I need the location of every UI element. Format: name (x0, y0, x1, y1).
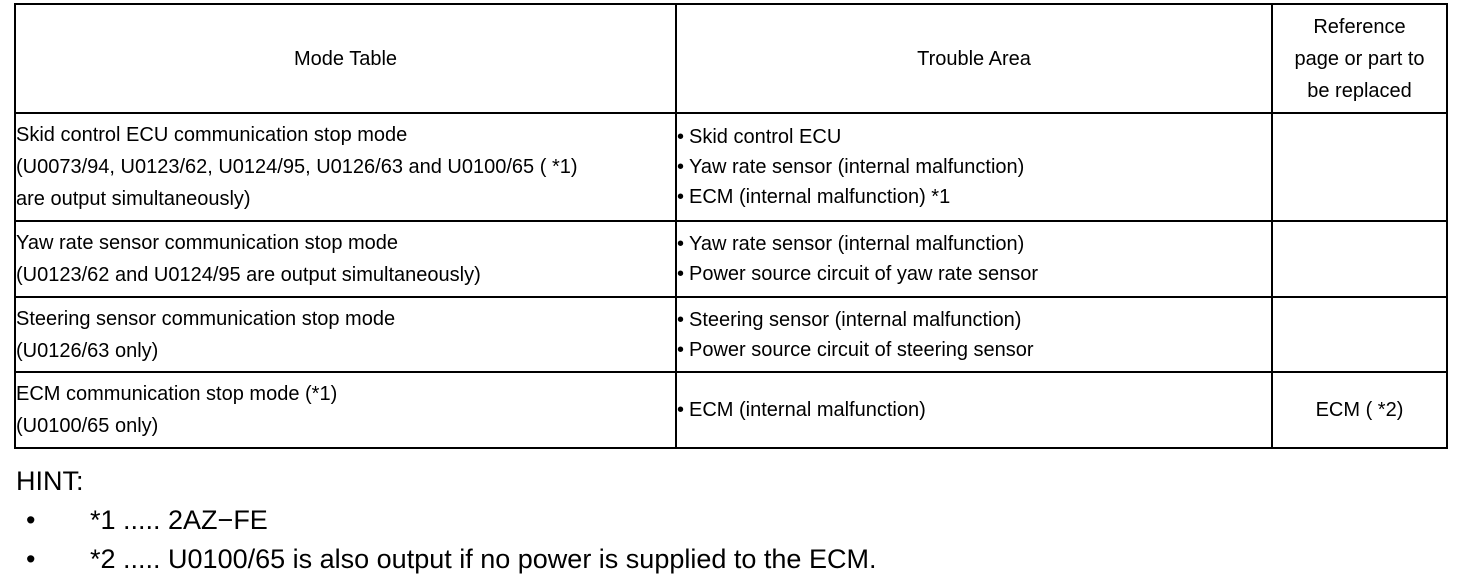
table-row (15, 297, 1447, 372)
trouble-area-text: Yaw rate sensor (internal malfunction) (689, 156, 1025, 178)
mode-line: ECM communication stop mode (*1) (16, 383, 338, 405)
mode-line: (U0126/63 only) (16, 339, 159, 362)
table-header-row (15, 4, 1447, 113)
reference-cell (1272, 113, 1447, 221)
reference-cell: ECM ( *2) (1272, 372, 1447, 448)
trouble-area-text: ECM (internal malfunction) (689, 399, 926, 421)
trouble-area-item (677, 259, 1271, 289)
trouble-area-text: Power source circuit of yaw rate sensor (689, 263, 1039, 285)
trouble-area-cell (676, 372, 1272, 448)
trouble-area-item (677, 122, 1271, 152)
trouble-area-item (677, 182, 1271, 212)
bullet-icon: • (677, 233, 685, 255)
trouble-area-item (677, 229, 1271, 259)
bullet-icon: • (26, 544, 36, 574)
mode-cell (15, 372, 676, 448)
mode-line: (U0123/62 and U0124/95 are output simultaneously) (16, 264, 481, 286)
trouble-area-text: ECM (internal malfunction) *1 (689, 186, 951, 208)
bullet-icon: • (677, 156, 685, 178)
header-reference-line: page or part to (1294, 47, 1425, 70)
mode-line: Skid control ECU communication stop mode (16, 124, 408, 146)
header-mode-table: Mode Table (15, 4, 676, 113)
header-reference-line: Reference (1313, 15, 1406, 38)
table-row (15, 372, 1447, 448)
trouble-area-text: Power source circuit of steering sensor (689, 338, 1034, 361)
mode-line: are output simultaneously) (16, 188, 251, 210)
bullet-icon: • (677, 338, 685, 361)
header-trouble-area: Trouble Area (676, 4, 1272, 113)
mode-line: (U0073/94, U0123/62, U0124/95, U0126/63 and U0100/65 ( *1) (16, 156, 578, 178)
bullet-icon: • (26, 505, 36, 535)
table-row (15, 113, 1447, 221)
trouble-area-item (677, 395, 1271, 425)
bullet-icon: • (677, 308, 685, 331)
bullet-icon: • (677, 186, 685, 208)
mode-cell (15, 221, 676, 297)
trouble-area-text: Yaw rate sensor (internal malfunction) (689, 233, 1025, 255)
mode-cell (15, 297, 676, 372)
hint-note-text: *1 ..... 2AZ−FE (90, 505, 268, 535)
trouble-area-cell (676, 221, 1272, 297)
hint-title: HINT: (16, 466, 84, 496)
mode-table (14, 3, 1448, 449)
bullet-icon: • (677, 126, 685, 148)
mode-line: (U0100/65 only) (16, 415, 159, 437)
table-row (15, 221, 1447, 297)
trouble-area-item (677, 152, 1271, 182)
reference-cell (1272, 297, 1447, 372)
trouble-area-text: Steering sensor (internal malfunction) (689, 308, 1022, 331)
mode-line: Yaw rate sensor communication stop mode (16, 232, 399, 254)
mode-cell (15, 113, 676, 221)
trouble-area-cell (676, 297, 1272, 372)
header-reference (1272, 4, 1447, 113)
hint-note-text: *2 ..... U0100/65 is also output if no power is supplied to the ECM. (90, 544, 877, 574)
bullet-icon: • (677, 263, 685, 285)
header-reference-line: be replaced (1307, 79, 1412, 102)
mode-line: Steering sensor communication stop mode (16, 307, 396, 330)
trouble-area-cell (676, 113, 1272, 221)
reference-cell (1272, 221, 1447, 297)
trouble-area-text: Skid control ECU (689, 126, 842, 148)
trouble-area-item (677, 305, 1271, 335)
trouble-area-item (677, 335, 1271, 365)
bullet-icon: • (677, 399, 685, 421)
